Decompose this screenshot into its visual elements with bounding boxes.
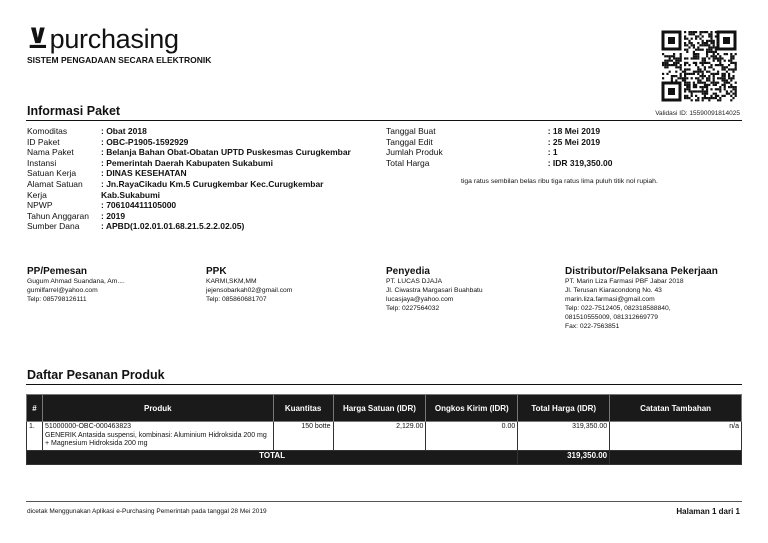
package-info-left: [27, 126, 377, 232]
col-header-shipping: Ongkos Kirim (IDR): [426, 395, 518, 422]
col-header-product: Produk: [42, 395, 273, 422]
package-info-right: [386, 126, 726, 168]
field-label: NPWP: [27, 200, 53, 211]
field-label: Tanggal Edit: [386, 136, 433, 147]
total-label: TOTAL: [27, 450, 518, 464]
col-header-quantity: Kuantitas: [273, 395, 333, 422]
party-detail: Jl. Ciwastra Margasari Buahbatu: [386, 287, 483, 294]
field-label: Satuan Kerja: [27, 168, 77, 179]
field-value: : Obat 2018: [101, 126, 147, 136]
total-empty-cell: [610, 450, 742, 464]
info-row: [386, 126, 726, 137]
info-row: [27, 211, 377, 222]
total-value: 319,350.00: [518, 450, 610, 464]
printed-note: dicetak Menggunakan Aplikasi e-Purchasing Pemerintah pada tanggal 28 Mei 2019: [27, 508, 267, 515]
col-header-note: Catatan Tambahan: [610, 395, 742, 422]
field-value: : Pemerintah Daerah Kabupaten Sukabumi: [101, 157, 273, 168]
party-detail: KARMI,SKM,MM: [206, 278, 257, 285]
section-divider: [26, 384, 742, 385]
info-row: [386, 158, 726, 169]
validation-id: Validasi ID: 15590091814025: [655, 110, 740, 117]
footer-divider: [26, 501, 742, 502]
field-value: : DINAS KESEHATAN: [101, 168, 187, 179]
field-value: : 1: [547, 147, 558, 158]
field-value: : Jn.RayaCikadu Km.5 Curugkembar Kec.Curugkembar Kab.Sukabumi: [101, 178, 324, 200]
field-value: : 706104411105000: [101, 200, 177, 211]
party-detail: Jl. Terusan Kiaracondong No. 43: [565, 287, 662, 294]
info-row: [386, 147, 726, 158]
party-title: Penyedia: [386, 266, 430, 277]
col-header-no: #: [27, 395, 43, 422]
field-value: : 18 Mei 2019: [547, 126, 601, 136]
party-detail: PT. Marin Liza Farmasi PBF Jabar 2018: [565, 278, 684, 285]
party-detail: Fax: 022-7563851: [565, 323, 620, 330]
note-cell: n/a: [610, 422, 742, 451]
section-title-info: Informasi Paket: [27, 104, 121, 118]
party-detail: Telp: 022-7512405, 082318588840,: [565, 305, 671, 312]
table-header-row: [27, 395, 742, 422]
party-block: [27, 266, 207, 304]
field-value: : 2019: [101, 210, 126, 221]
info-row: [27, 179, 377, 200]
product-cell: [42, 422, 273, 451]
field-label: ID Paket: [27, 136, 60, 147]
party-detail: 081510555009, 081312669779: [565, 314, 658, 321]
party-detail: Gugum Ahmad Suandana, Am....: [27, 278, 125, 285]
info-row: [27, 221, 377, 232]
quantity-cell: 150 botte: [273, 422, 333, 451]
app-logo: [27, 24, 179, 54]
party-block: [206, 266, 386, 304]
total-cell: 319,350.00: [518, 422, 610, 451]
info-row: [27, 158, 377, 169]
field-value: : 25 Mei 2019: [547, 136, 601, 147]
party-detail: Telp: 085798126111: [27, 296, 87, 303]
party-detail: lucasjaya@yahoo.com: [386, 296, 454, 303]
row-number: 1.: [27, 422, 43, 451]
amount-in-words: tiga ratus sembilan belas ribu tiga ratus lima puluh titik nol rupiah.: [461, 178, 658, 185]
info-row: [386, 137, 726, 148]
app-subtitle: SISTEM PENGADAAN SECARA ELEKTRONIK: [27, 55, 212, 65]
product-code: 51000000-OBC-000463823: [44, 423, 131, 430]
qr-code-icon: [660, 29, 738, 103]
product-description: GENERIK Antasida suspensi, kombinasi: Aluminium Hidroksida 200 mg + Magnesium Hidroksida 200 mg: [44, 431, 267, 448]
party-title: PP/Pemesan: [27, 266, 88, 277]
shipping-cell: 0.00: [426, 422, 518, 451]
field-value: : IDR 319,350.00: [547, 157, 613, 168]
field-label: Komoditas: [27, 126, 68, 136]
info-row: [27, 168, 377, 179]
info-row: [27, 147, 377, 158]
party-block: [565, 266, 745, 331]
party-detail: PT. LUCAS DJAJA: [386, 278, 443, 285]
party-block: [386, 266, 566, 313]
field-label: Instansi: [27, 157, 57, 168]
info-row: [27, 126, 377, 137]
field-value: : APBD(1.02.01.01.68.21.5.2.2.02.05): [101, 221, 245, 232]
unit-price-cell: 2,129.00: [333, 422, 426, 451]
party-detail: Telp: 0227564032: [386, 305, 440, 312]
section-title-orders: Daftar Pesanan Produk: [27, 368, 165, 382]
cart-icon: ⊻: [27, 24, 49, 54]
logo-text: purchasing: [49, 24, 179, 54]
party-detail: gumilfarrel@yahoo.com: [27, 287, 98, 294]
info-row: [27, 200, 377, 211]
field-value: : Belanja Bahan Obat-Obatan UPTD Puskesmas Curugkembar: [101, 147, 351, 158]
table-total-row: [27, 450, 742, 464]
field-value: : OBC-P1905-1592929: [101, 136, 189, 147]
table-row: [27, 422, 742, 451]
page-number: Halaman 1 dari 1: [676, 507, 740, 516]
col-header-unit-price: Harga Satuan (IDR): [333, 395, 426, 422]
info-row: [27, 137, 377, 148]
party-title: Distributor/Pelaksana Pekerjaan: [565, 266, 718, 277]
section-divider: [26, 120, 742, 121]
field-label: Tahun Anggaran: [27, 210, 89, 221]
field-label: Sumber Dana: [27, 221, 80, 232]
field-label: Alamat Satuan Kerja: [27, 178, 83, 200]
party-detail: marin.liza.farmasi@gmail.com: [565, 296, 655, 303]
party-detail: jejensobarkah02@gmail.com: [206, 287, 293, 294]
field-label: Tanggal Buat: [386, 126, 436, 136]
party-detail: Telp: 085860681707: [206, 296, 267, 303]
field-label: Nama Paket: [27, 147, 74, 158]
field-label: Total Harga: [386, 157, 430, 168]
col-header-total: Total Harga (IDR): [518, 395, 610, 422]
field-label: Jumlah Produk: [386, 147, 443, 158]
party-title: PPK: [206, 266, 227, 277]
orders-table: [26, 394, 742, 465]
